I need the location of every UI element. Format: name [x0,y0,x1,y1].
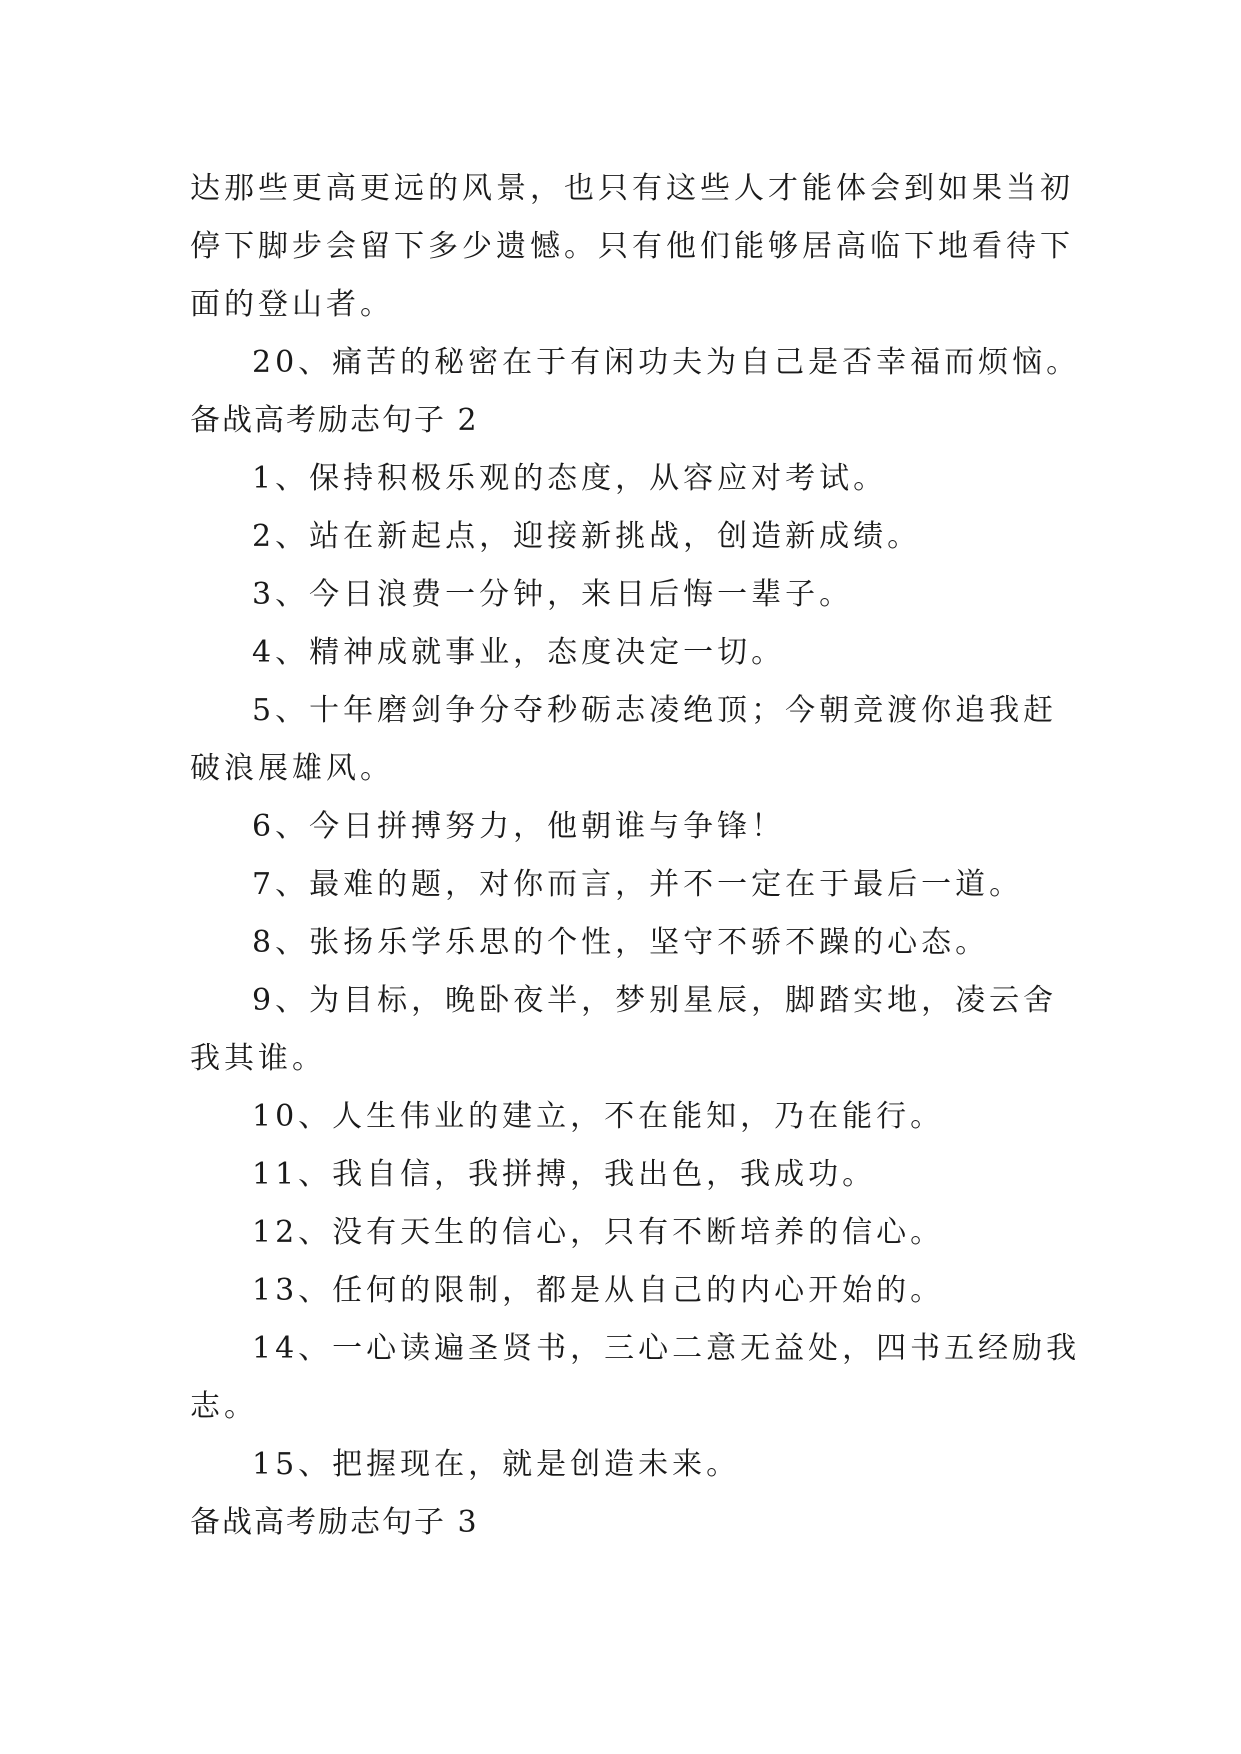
list-item-12: 12、没有天生的信心，只有不断培养的信心。 [252,1215,945,1250]
list-item-3: 3、今日浪费一分钟，来日后悔一辈子。 [252,577,854,612]
paragraph-line: 停下脚步会留下多少遗憾。只有他们能够居高临下地看待下 [190,229,1074,264]
list-item-10: 10、人生伟业的建立，不在能知，乃在能行。 [252,1099,945,1134]
section-heading-3: 备战高考励志句子 3 [190,1505,479,1540]
list-item-8: 8、张扬乐学乐思的个性，坚守不骄不躁的心态。 [252,925,990,960]
document-body [190,160,1081,1552]
list-item-9-continuation: 我其谁。 [190,1041,326,1076]
list-item-4: 4、精神成就事业，态度决定一切。 [252,635,786,670]
section-heading-2: 备战高考励志句子 2 [190,403,479,438]
list-item-7: 7、最难的题，对你而言，并不一定在于最后一道。 [252,867,1024,902]
list-item-2: 2、站在新起点，迎接新挑战，创造新成绩。 [252,519,922,554]
list-item-13: 13、任何的限制，都是从自己的内心开始的。 [252,1273,945,1308]
list-item-14-continuation: 志。 [190,1389,258,1424]
list-item-5: 5、十年磨剑争分夺秒砺志凌绝顶；今朝竞渡你追我赶 [252,693,1058,728]
list-item-6: 6、今日拼搏努力，他朝谁与争锋！ [252,809,786,844]
list-item-9: 9、为目标，晚卧夜半，梦别星辰，脚踏实地，凌云舍 [252,983,1058,1018]
list-item-11: 11、我自信，我拼搏，我出色，我成功。 [252,1157,877,1192]
paragraph-line: 达那些更高更远的风景，也只有这些人才能体会到如果当初 [190,171,1074,206]
list-item-1: 1、保持积极乐观的态度，从容应对考试。 [252,461,888,496]
list-item-5-continuation: 破浪展雄风。 [190,751,394,786]
list-item-20: 20、痛苦的秘密在于有闲功夫为自己是否幸福而烦恼。 [252,345,1081,380]
list-item-14: 14、一心读遍圣贤书，三心二意无益处，四书五经励我 [252,1331,1081,1366]
list-item-15: 15、把握现在，就是创造未来。 [252,1447,741,1482]
paragraph-line: 面的登山者。 [190,287,394,322]
